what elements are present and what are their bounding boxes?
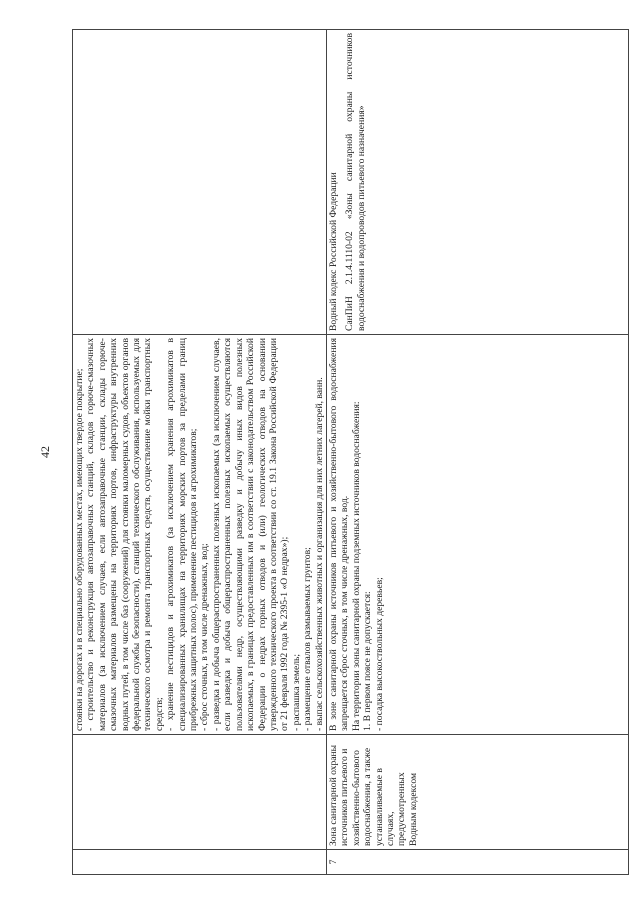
requirement-line: - разведка и добыча общераспространенных полезных ископаемых (за исключением случаев, если разведка и добыча общераспространенных полезных ископаемых осуществляются пользователями недр, осуществляющими разведку и добычу иных видов полезных ископаемых, в границах предоставленных им в соответствии с законодательством Российской Федерации о недрах горных отводов и (или) геологических отводов на основании утвержденного технического проекта в соответствии со ст. 19.1 Закона Российской Федерации от 21 февраля 1992 года № 2395-1 «О недрах»); [210, 338, 291, 731]
source-document: Водный кодекс Российской Федерации [327, 172, 339, 331]
requirement-line: - посадка высокоствольных деревьев; [373, 577, 385, 731]
requirement-line: стоянки на дорогах и в специально оборудованных местах, имеющих твердое покрытие; [74, 368, 85, 731]
source-cell [73, 30, 327, 335]
requirement-line: - хранение пестицидов и агрохимикатов (за исключением хранения агрохимикатов в специализированных хранилищах на территориях морских портов за пределами границ прибрежных защитных полос), применение пестицидов и агрохимикатов; [165, 338, 200, 731]
requirement-line: 1. В первом поясе не допускается: [362, 591, 374, 731]
zone-name-cell [73, 735, 327, 850]
requirement-line: - распашка земель; [290, 653, 302, 731]
requirement-line: - размещение отвалов размываемых грунтов; [302, 547, 314, 731]
table-row [326, 30, 628, 875]
requirements-cell [326, 335, 628, 735]
row-number-cell: 7 [326, 850, 628, 875]
requirement-line: На территории зоны санитарной охраны подземных источников водоснабжения: [350, 401, 362, 731]
table-row [73, 30, 327, 875]
rotated-page [72, 30, 572, 875]
requirements-cell [73, 335, 327, 735]
requirement-line: - сброс сточных, в том числе дренажных, вод; [199, 543, 211, 731]
source-cell [326, 30, 628, 335]
row-number-cell [73, 850, 327, 875]
requirement-line: - выпас сельскохозяйственных животных и организация для них летних лагерей, ванн. [313, 377, 325, 731]
regulations-table [72, 29, 629, 875]
source-document: СанПиН 2.1.4.1110-02 «Зоны санитарной охраны источников водоснабжения и водопроводов питьевого назначения» [344, 33, 367, 331]
zone-name-cell: Зона санитарной охраны источников питьевого и хозяйственно-бытового водоснабжения, а также устанавливаемые в случаях, предусмотренных Водным кодексом [326, 735, 628, 850]
requirement-line: В зоне санитарной охраны источников питьевого и хозяйственно-бытового водоснабжения запрещается сброс сточных, в том числе дренажных, вод. [327, 338, 351, 731]
page-number: 42 [38, 446, 52, 458]
requirement-line: - строительство и реконструкция автозаправочных станций, складов горюче-смазочных материалов (за исключением случаев, если автозаправочные станции, склады горюче-смазочных материалов размещены на территориях портов, инфраструктуры внутренних водных путей, в том числе баз (сооружений) для стоянки маломерных судов, объектов органов федеральной службы безопасности), станций технического обслуживания, используемых для технического осмотра и ремонта транспортных средств, осуществление мойки транспортных средств; [85, 338, 165, 731]
